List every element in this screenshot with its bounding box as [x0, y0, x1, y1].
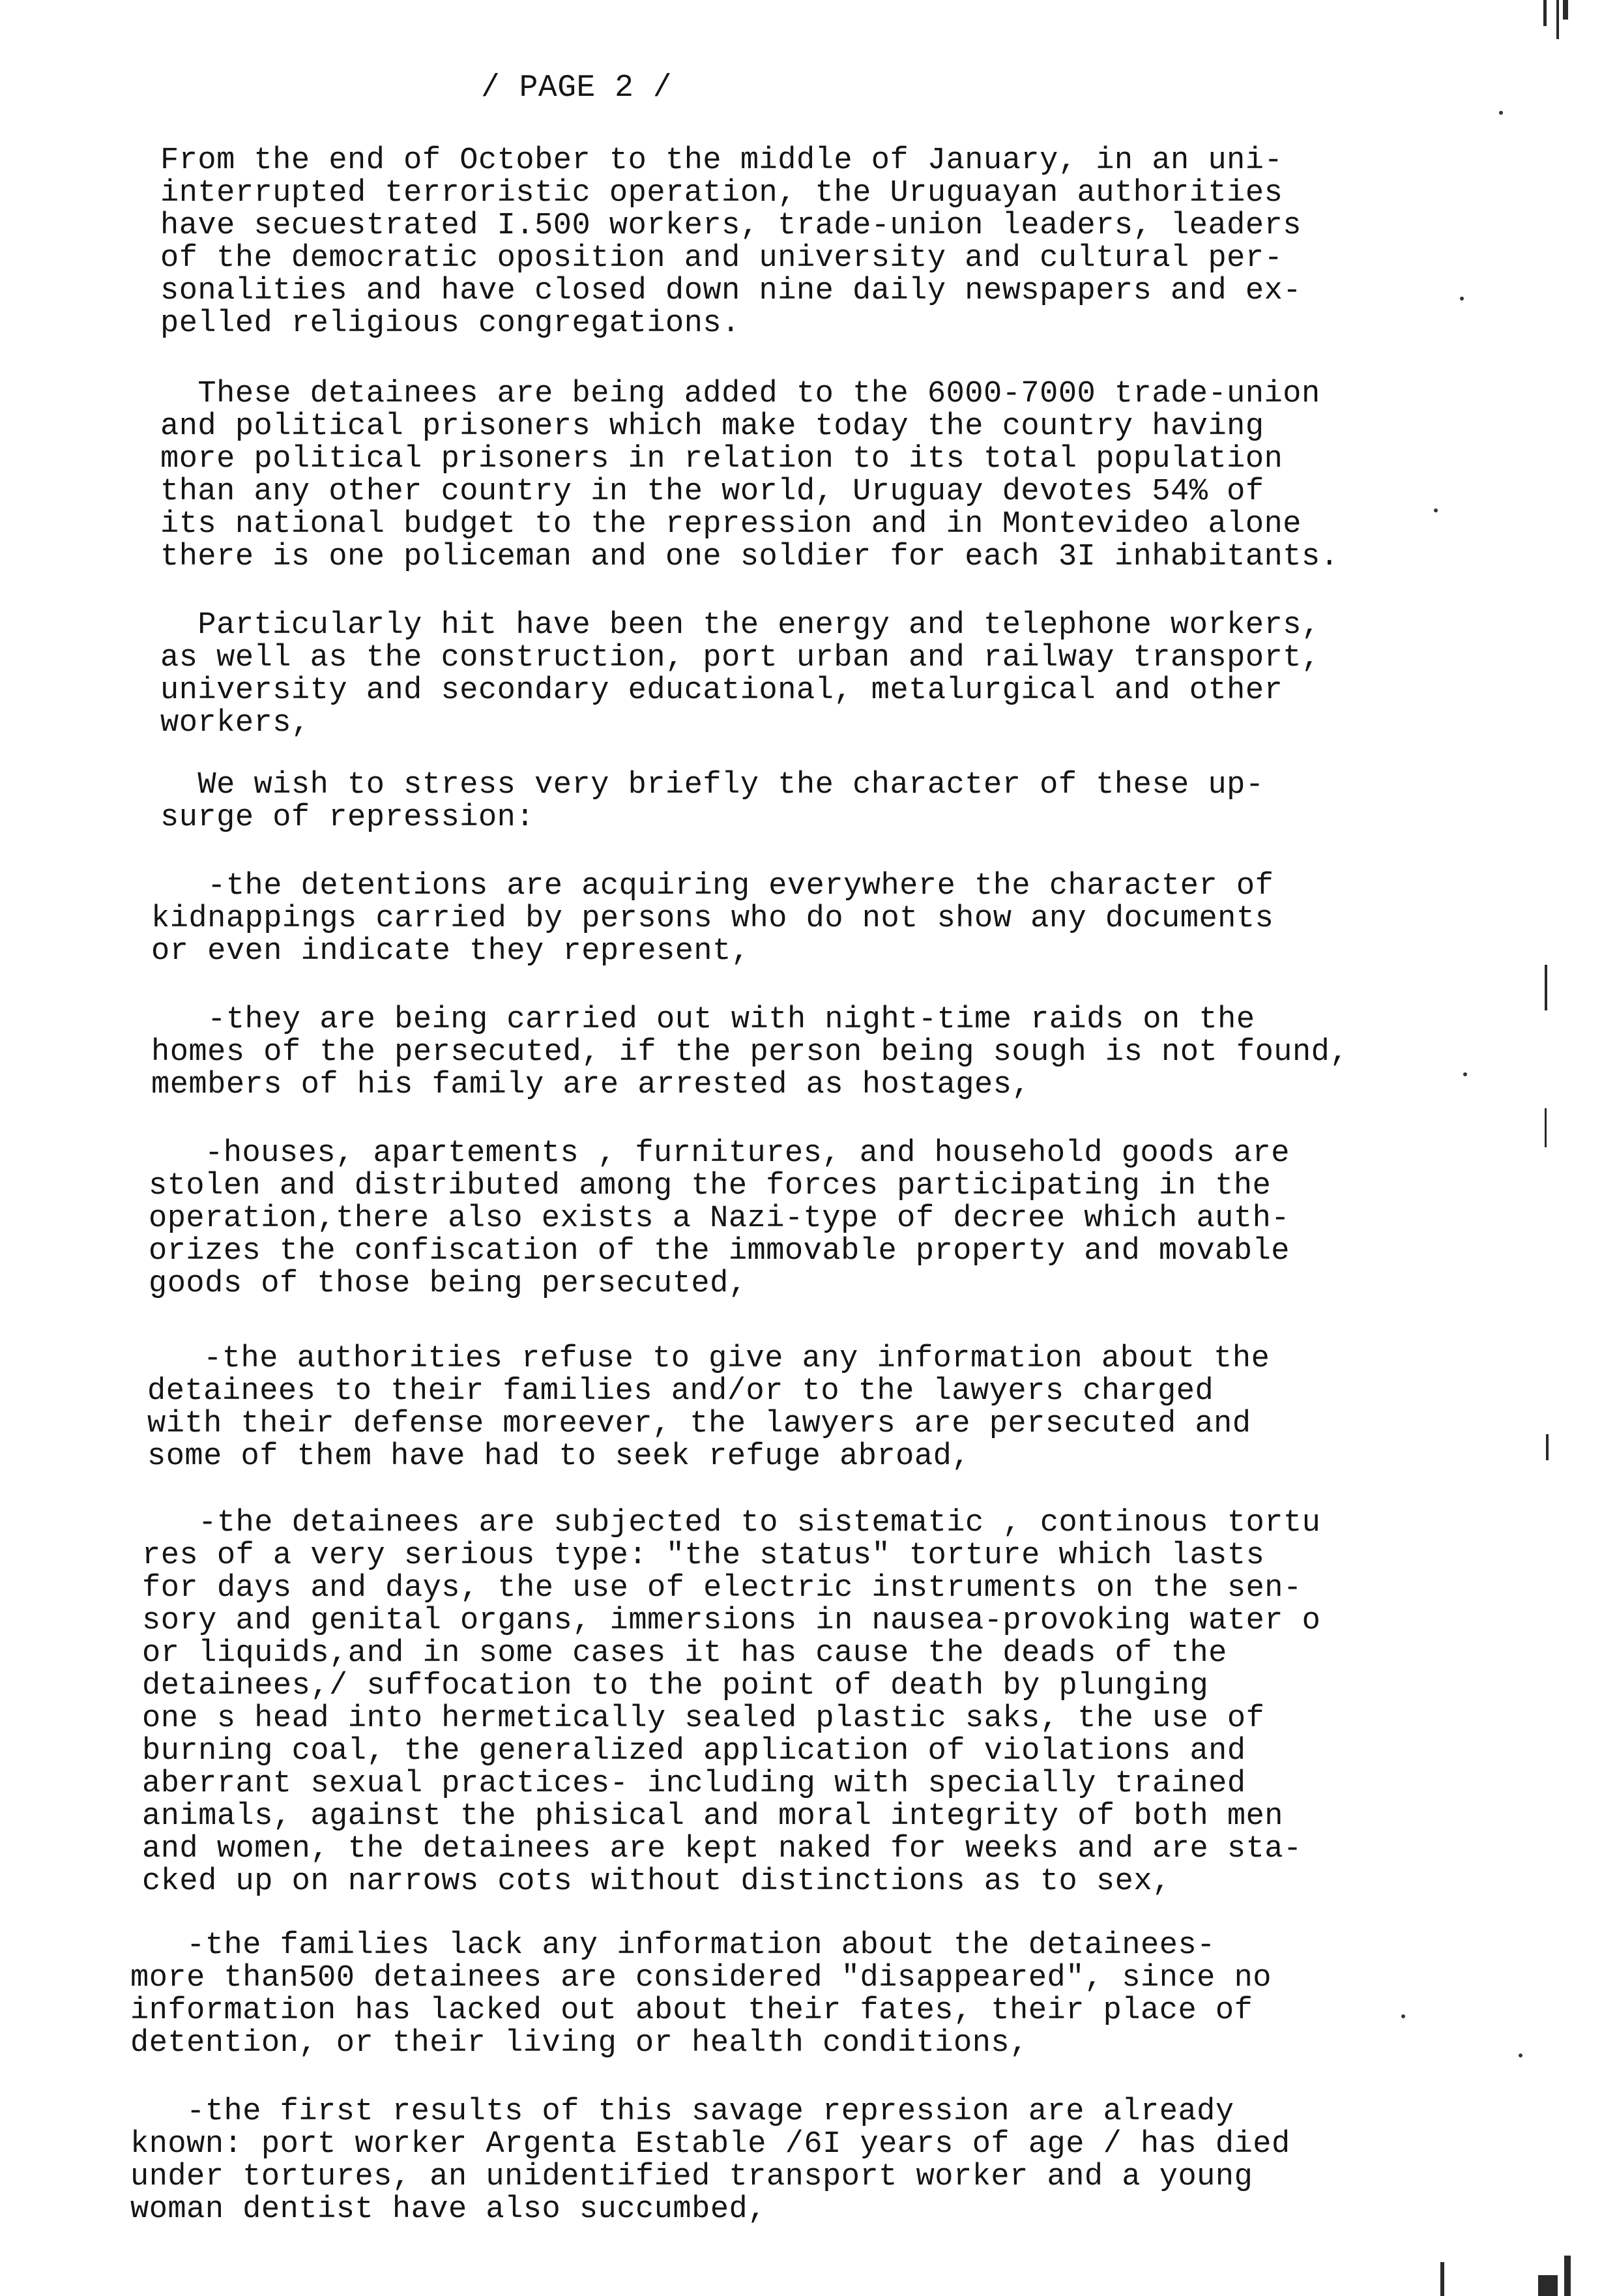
text-line: Particularly hit have been the energy and telephone workers,: [160, 608, 1320, 643]
text-line: res of a very serious type: "the status" torture which lasts: [142, 1538, 1265, 1573]
text-line: detainees,/ suffocation to the point of death by plunging: [142, 1669, 1209, 1703]
text-line: cked up on narrows cots without distinctions as to sex,: [142, 1864, 1171, 1899]
text-line: surge of repression:: [160, 801, 535, 835]
text-line: -they are being carried out with night-time raids on the: [151, 1003, 1255, 1037]
scan-edge-mark: [1556, 0, 1559, 39]
scan-edge-mark: [1564, 2256, 1571, 2296]
text-line: goods of those being persecuted,: [149, 1267, 748, 1301]
text-line: burning coal, the generalized application of violations and: [142, 1734, 1246, 1769]
text-line: -the detentions are acquiring everywhere the character of: [151, 869, 1274, 904]
text-line: detention, or their living or health conditions,: [130, 2026, 1028, 2061]
text-line: sory and genital organs, immersions in nausea-provoking water o: [142, 1604, 1321, 1638]
text-line: or even indicate they represent,: [151, 934, 750, 969]
text-line: than any other country in the world, Uruguay devotes 54% of: [160, 475, 1264, 509]
list-item-no-information: [147, 1343, 1270, 1473]
text-line: as well as the construction, port urban and railway transport,: [160, 641, 1320, 675]
text-line: stolen and distributed among the forces participating in the: [149, 1169, 1272, 1203]
text-line: kidnappings carried by persons who do not show any documents: [151, 902, 1274, 936]
text-line: its national budget to the repression and in Montevideo alone: [160, 507, 1302, 542]
scan-speck: [1460, 297, 1464, 301]
text-line: and women, the detainees are kept naked for weeks and are sta-: [142, 1832, 1302, 1866]
text-line: -the families lack any information about the detainees-: [130, 1928, 1216, 1963]
text-line: -the detainees are subjected to sistematic , continous tortu: [142, 1506, 1321, 1540]
text-line: have secuestrated I.500 workers, trade-union leaders, leaders: [160, 209, 1302, 243]
text-line: detainees to their families and/or to the lawyers charged: [147, 1374, 1214, 1409]
text-line: -houses, apartements , furnitures, and household goods are: [149, 1136, 1290, 1171]
scan-edge-mark: [1538, 2275, 1558, 2296]
text-line: sonalities and have closed down nine daily newspapers and ex-: [160, 274, 1302, 308]
text-line: of the democratic oposition and university and cultural per-: [160, 241, 1283, 276]
paragraph-stress: [160, 769, 1264, 834]
text-line: woman dentist have also succumbed,: [130, 2192, 766, 2227]
text-line: known: port worker Argenta Estable /6I years of age / has died: [130, 2127, 1290, 2162]
scan-speck: [1401, 2014, 1405, 2018]
text-line: aberrant sexual practices- including with specially trained: [142, 1767, 1246, 1801]
text-line: there is one policeman and one soldier for each 3I inhabitants.: [160, 540, 1339, 574]
text-line: some of them have had to seek refuge abroad,: [147, 1439, 971, 1474]
scan-edge-mark: [1440, 2262, 1444, 2296]
text-line: with their defense moreever, the lawyers are persecuted and: [147, 1407, 1251, 1441]
text-line: information has lacked out about their fates, their place of: [130, 1994, 1253, 2028]
text-line: animals, against the phisical and moral integrity of both men: [142, 1799, 1283, 1834]
paragraph-workers-hit: [160, 610, 1320, 740]
text-line: and political prisoners which make today the country having: [160, 409, 1264, 444]
scan-speck: [1519, 2053, 1522, 2057]
text-line: orizes the confiscation of the immovable property and movable: [149, 1234, 1290, 1269]
page-header: / PAGE 2 /: [481, 70, 673, 106]
text-line: -the first results of this savage repression are already: [130, 2095, 1234, 2129]
list-item-confiscation: [149, 1138, 1290, 1301]
text-line: operation,there also exists a Nazi-type of decree which auth-: [149, 1201, 1290, 1236]
scan-edge-mark: [1545, 965, 1547, 1010]
text-line: one s head into hermetically sealed plastic saks, the use of: [142, 1701, 1265, 1736]
scan-speck: [1463, 1072, 1467, 1076]
scan-edge-mark: [1545, 1108, 1547, 1147]
text-line: more political prisoners in relation to its total population: [160, 442, 1283, 477]
list-item-tortures: [142, 1507, 1320, 1898]
text-line: for days and days, the use of electric instruments on the sen-: [142, 1571, 1302, 1606]
list-item-first-results: [130, 2096, 1290, 2226]
paragraph-detainees: [160, 378, 1339, 574]
list-item-night-raids: [151, 1004, 1348, 1102]
paragraph-intro: [160, 145, 1302, 340]
text-line: homes of the persecuted, if the person being sough is not found,: [151, 1035, 1349, 1070]
text-line: members of his family are arrested as hostages,: [151, 1068, 1031, 1102]
scan-edge-mark: [1546, 1434, 1549, 1460]
list-item-kidnappings: [151, 870, 1274, 968]
text-line: We wish to stress very briefly the character of these up-: [160, 768, 1264, 802]
text-line: workers,: [160, 706, 310, 741]
text-line: These detainees are being added to the 6000-7000 trade-union: [160, 377, 1320, 411]
scan-speck: [1434, 508, 1438, 512]
scan-edge-mark: [1543, 0, 1547, 26]
text-line: university and secondary educational, metalurgical and other: [160, 673, 1283, 708]
text-line: under tortures, an unidentified transport worker and a young: [130, 2160, 1253, 2194]
scan-speck: [1499, 111, 1503, 115]
text-line: or liquids,and in some cases it has cause the deads of the: [142, 1636, 1227, 1671]
text-line: interrupted terroristic operation, the Uruguayan authorities: [160, 176, 1283, 211]
text-line: pelled religious congregations.: [160, 306, 740, 341]
text-line: -the authorities refuse to give any information about the: [147, 1342, 1270, 1376]
list-item-disappeared: [130, 1930, 1272, 2060]
text-line: From the end of October to the middle of January, in an uni-: [160, 143, 1283, 178]
text-line: more than500 detainees are considered "disappeared", since no: [130, 1961, 1272, 1995]
scan-edge-mark: [1563, 0, 1568, 20]
